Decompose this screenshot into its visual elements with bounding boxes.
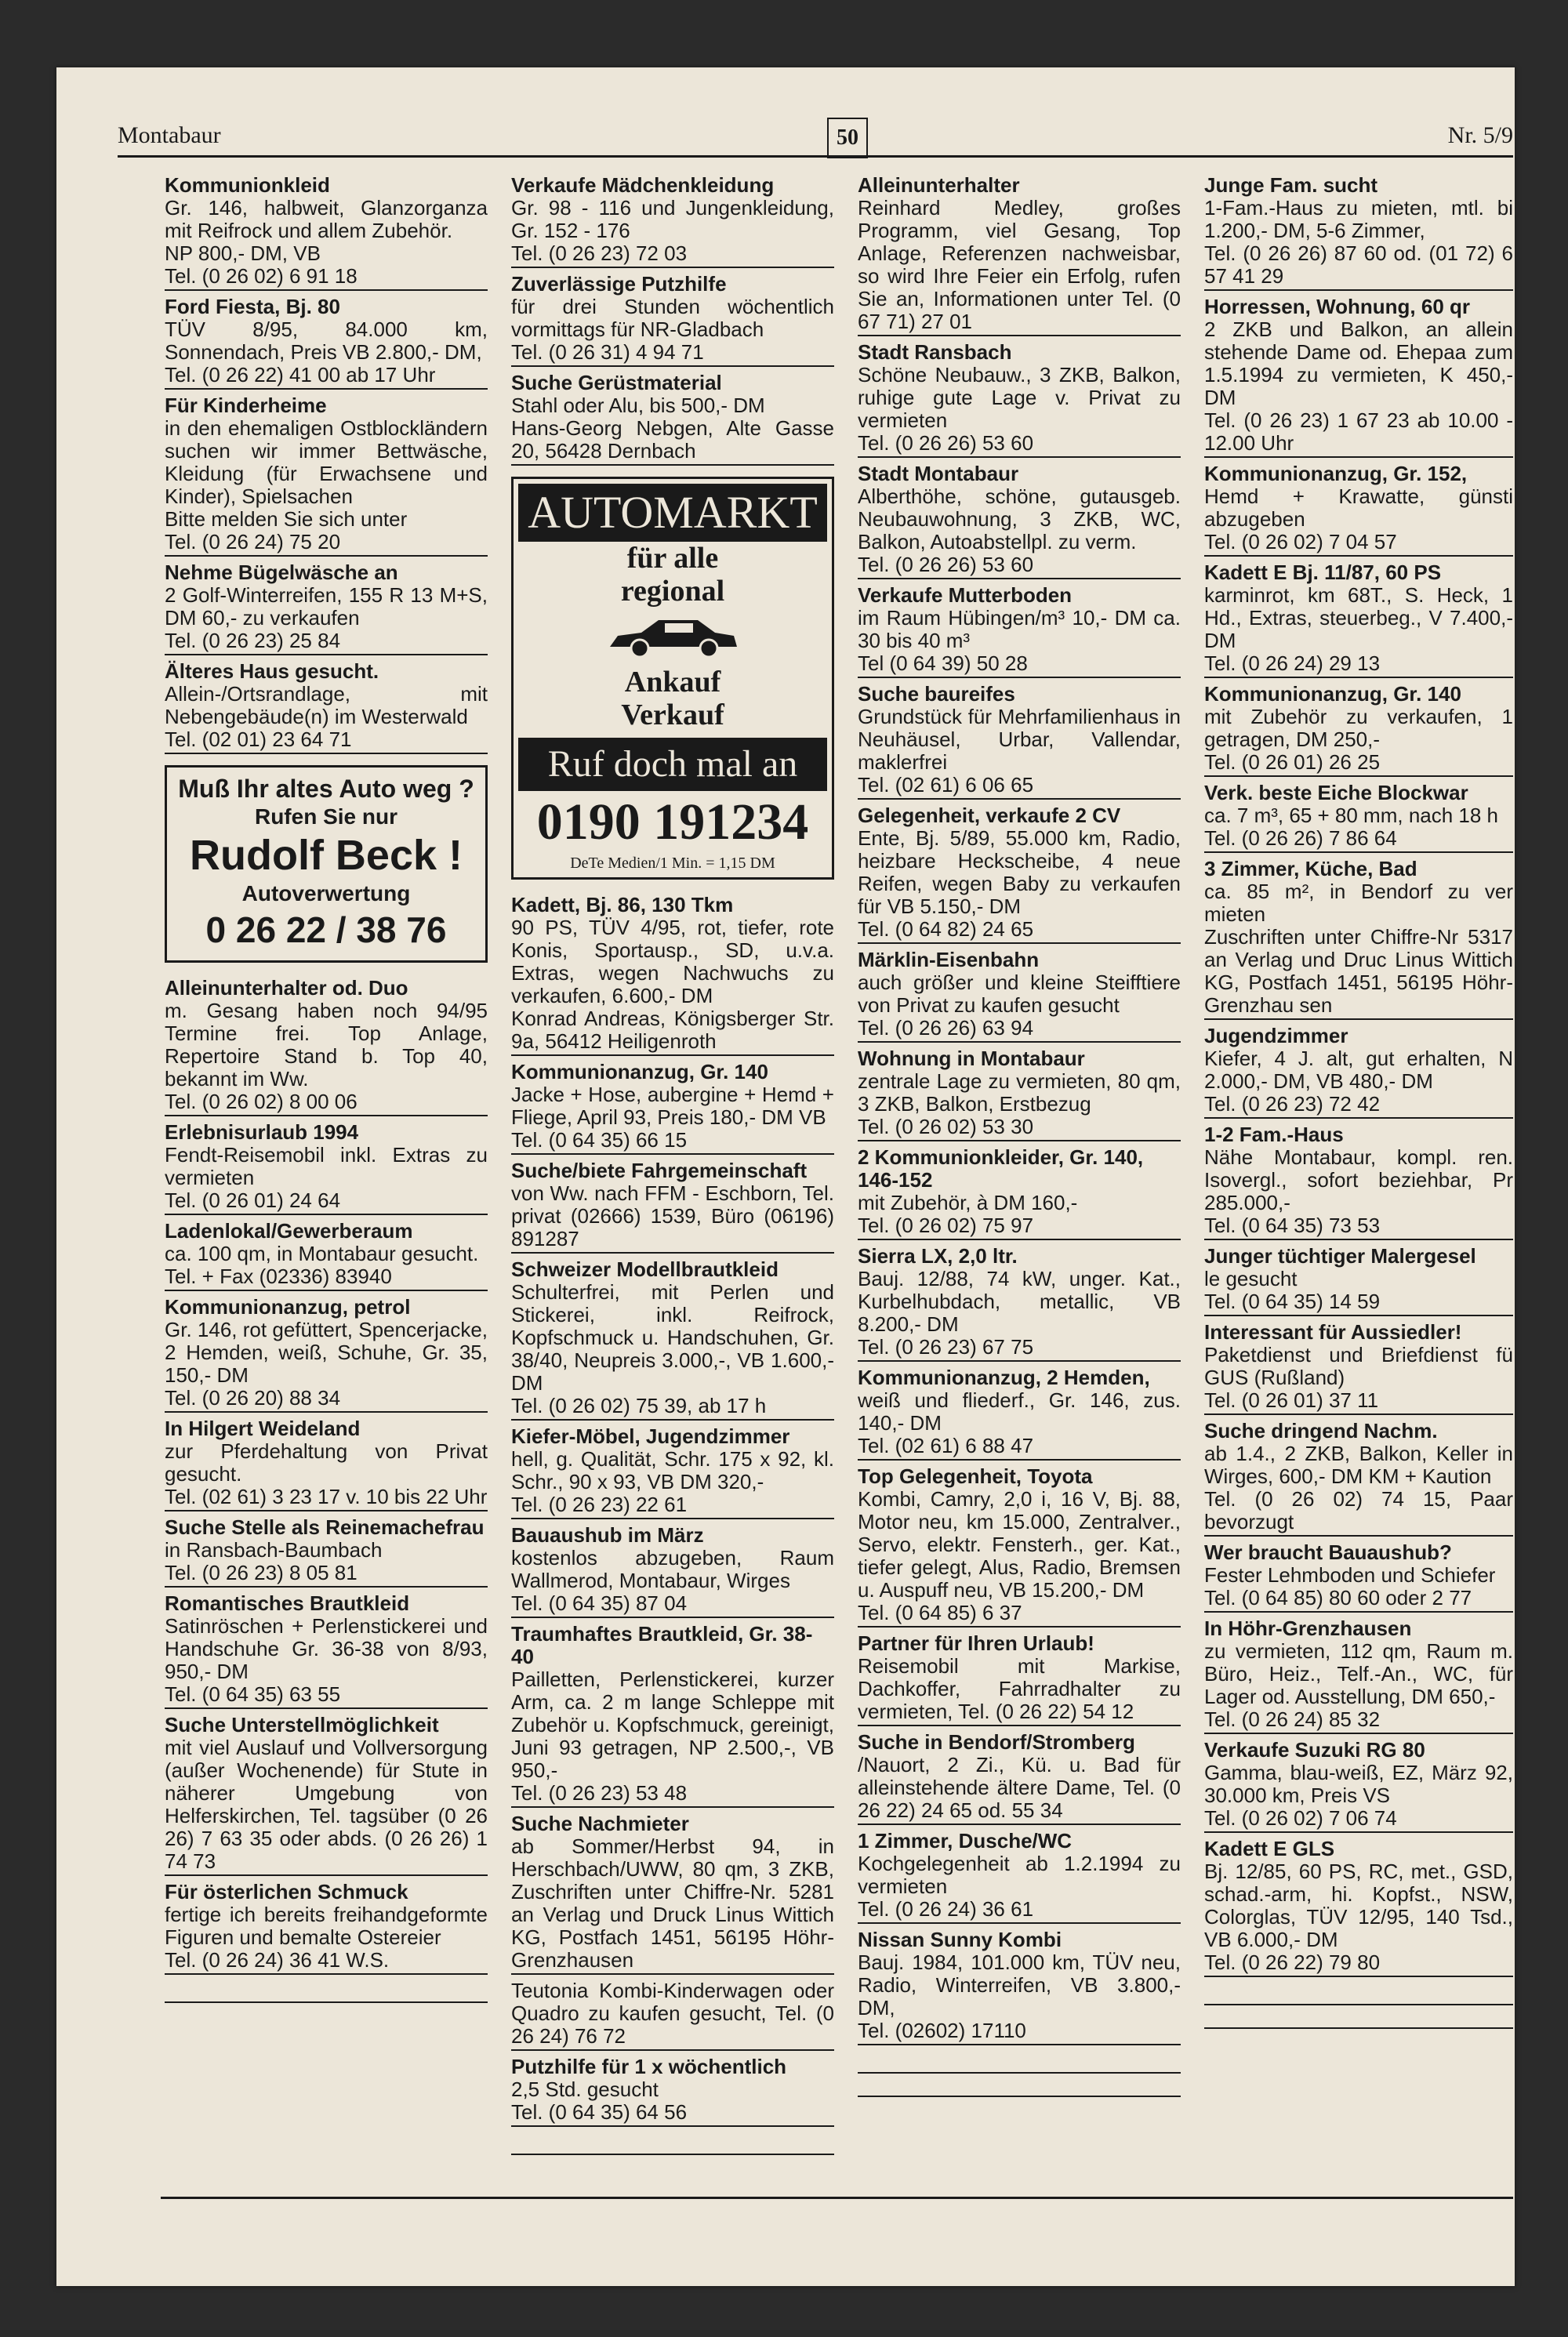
beck-name: Rudolf Beck ! — [189, 832, 463, 879]
ad-title: Ford Fiesta, Bj. 80 — [165, 295, 340, 318]
ad-body: Gamma, blau-weiß, EZ, März 92, 30.000 km, Preis VS Tel. (0 26 02) 7 06 74 — [1204, 1761, 1513, 1830]
ad-body: m. Gesang haben noch 94/95 Termine frei. Top Anlage, Repertoire Stand b. Top 40, bekannt im Ww. Tel. (0 26 02) 8 00 06 — [165, 999, 488, 1113]
ad-title: Romantisches Brautkleid — [165, 1591, 410, 1615]
column-3 — [858, 174, 1181, 2097]
classified-ad — [858, 463, 1181, 579]
ad-title: Märklin-Eisenbahn — [858, 948, 1040, 971]
ad-title: Bauaushub im März — [511, 1523, 704, 1547]
classified-ad — [1204, 1617, 1513, 1734]
empty-rule — [858, 2074, 1181, 2097]
beck-line3: Autoverwertung — [241, 881, 411, 905]
ad-body: fertige ich bereits freihandgeformte Figuren und bemalte Ostereier Tel. (0 26 24) 36 41 W.S. — [165, 1903, 488, 1972]
classified-ad — [858, 1830, 1181, 1924]
issue-number: Nr. 5/9 — [1447, 122, 1513, 148]
ad-title: Stadt Ransbach — [858, 340, 1012, 364]
classified-ad — [165, 1296, 488, 1413]
classified-ad — [1204, 174, 1513, 291]
ad-body: Gr. 146, rot gefüttert, Spencerjacke, 2 Hemden, weiß, Schuhe, Gr. 35, 150,- DM Tel. (0 26 20) 88 34 — [165, 1318, 488, 1410]
ad-body: 2 ZKB und Balkon, an allein stehende Dame od. Ehepaa zum 1.5.1994 zu vermieten, K 450,- DM Tel. (0 26 23) 1 67 23 ab 10.00 - 12.00 Uhr — [1204, 318, 1513, 455]
classified-ad — [1204, 561, 1513, 678]
classified-ad — [511, 1061, 834, 1155]
ad-body: mit Zubehör zu verkaufen, 1 getragen, DM 250,- Tel. (0 26 01) 26 25 — [1204, 705, 1513, 774]
ad-title: 1-2 Fam.-Haus — [1204, 1123, 1344, 1146]
ad-body: Schulterfrei, mit Perlen und Stickerei, inkl. Reifrock, Kopfschmuck u. Handschuhen, Gr. 38/40, Neupreis 3.000,-, VB 1.600,- DM Tel. (0 26 02) 75 39, ab 17 h — [511, 1280, 834, 1417]
ad-body: 2,5 Std. gesucht Tel. (0 64 35) 64 56 — [511, 2078, 688, 2124]
ad-body: kostenlos abzugeben, Raum Wallmerod, Montabaur, Wirges Tel. (0 64 35) 87 04 — [511, 1546, 834, 1615]
ad-title: In Hilgert Weideland — [165, 1417, 361, 1440]
ad-body: zur Pferdehaltung von Privat gesucht. Tel. (02 61) 3 23 17 v. 10 bis 22 Uhr — [165, 1439, 488, 1508]
ad-title: Schweizer Modellbrautkleid — [511, 1257, 779, 1281]
ad-title: Suche Stelle als Reinemachefrau — [165, 1515, 485, 1539]
classified-ad — [1204, 782, 1513, 853]
ad-list — [165, 174, 488, 754]
ad-body: zentrale Lage zu vermieten, 80 qm, 3 ZKB, Balkon, Erstbezug Tel. (0 26 02) 53 30 — [858, 1069, 1181, 1138]
classified-ad — [165, 1220, 488, 1291]
automarkt-sub2: regional — [620, 575, 725, 608]
ad-title: Zuverlässige Putzhilfe — [511, 272, 727, 296]
classified-ad — [1204, 1123, 1513, 1240]
ad-body: Bauj. 1984, 101.000 km, TÜV neu, Radio, Winterreifen, VB 3.800,- DM, Tel. (02602) 17110 — [858, 1951, 1181, 2042]
classified-ad — [511, 273, 834, 367]
classified-ad — [858, 1731, 1181, 1825]
automarkt-ad — [511, 477, 834, 880]
ad-list — [1204, 174, 1513, 1977]
ad-body: in Ransbach-Baumbach Tel. (0 26 23) 8 05 81 — [165, 1538, 383, 1584]
classified-ad — [511, 372, 834, 466]
column-4 — [1204, 174, 1513, 2029]
ad-body: auch größer und kleine Steifftiere von Privat zu kaufen gesucht Tel. (0 26 26) 63 94 — [858, 971, 1181, 1040]
automarkt-call: Ruf doch mal an — [518, 738, 827, 791]
ad-body: Hemd + Krawatte, günsti abzugeben Tel. (0 26 02) 7 04 57 — [1204, 484, 1513, 553]
classified-ad — [511, 1813, 834, 1975]
ad-title: Kommunionanzug, petrol — [165, 1295, 411, 1319]
ad-title: Kadett E GLS — [1204, 1837, 1335, 1860]
ad-title: Stadt Montabaur — [858, 462, 1019, 485]
ad-title: Junger tüchtiger Malergesel — [1204, 1244, 1476, 1268]
ad-title: Suche dringend Nachm. — [1204, 1419, 1438, 1442]
ad-title: Suche Gerüstmaterial — [511, 371, 722, 394]
classified-ad — [1204, 683, 1513, 777]
classified-ad — [858, 683, 1181, 800]
ad-body: Ente, Bj. 5/89, 55.000 km, Radio, heizbare Heckscheibe, 4 neue Reifen, wegen Baby zu verkaufen für VB 5.150,- DM Tel. (0 64 82) 24 65 — [858, 826, 1181, 941]
ad-title: 3 Zimmer, Küche, Bad — [1204, 857, 1417, 880]
classified-ad — [858, 804, 1181, 944]
ad-title: Suche Nachmieter — [511, 1812, 689, 1835]
ad-body: 90 PS, TÜV 4/95, rot, tiefer, rote Konis, Sportausp., SD, u.v.a. Extras, wegen Nachwuchs zu verkaufen, 6.600,- DM Konrad Andreas, Königsberger Str. 9a, 56412 Heiligenroth — [511, 916, 834, 1053]
ad-list — [511, 174, 834, 466]
ad-body: Fester Lehmboden und Schiefer Tel. (0 64 85) 80 60 oder 2 77 — [1204, 1563, 1496, 1609]
ad-body: Schöne Neubauw., 3 ZKB, Balkon, ruhige gute Lage v. Privat zu vermieten Tel. (0 26 26) 53 60 — [858, 363, 1181, 455]
classified-ad — [511, 894, 834, 1056]
classified-ad — [858, 1047, 1181, 1141]
beck-phone: 0 26 22 / 38 76 — [205, 909, 447, 950]
ad-body: ca. 100 qm, in Montabaur gesucht. Tel. + Fax (02336) 83940 — [165, 1242, 479, 1288]
ad-title: Suche Unterstellmöglichkeit — [165, 1713, 439, 1736]
ad-title: Wohnung in Montabaur — [858, 1047, 1085, 1070]
ad-title: Alleinunterhalter od. Duo — [165, 976, 408, 1000]
classified-ad — [1204, 296, 1513, 458]
classified-ad — [1204, 1245, 1513, 1316]
ad-body: Kochgelegenheit ab 1.2.1994 zu vermieten Tel. (0 26 24) 36 61 — [858, 1852, 1181, 1921]
ad-body: Kombi, Camry, 2,0 i, 16 V, Bj. 88, Motor neu, km 15.000, Zentralver., Servo, elektr. Fensterh., ger. Kat., tiefer gelegt, Alus, Radio, Bremsen u. Auspuff neu, VB 15.200,- DM Tel. (0 64 85) 6 37 — [858, 1487, 1181, 1624]
ad-title: Wer braucht Bauaushub? — [1204, 1540, 1452, 1564]
ad-body: Fendt-Reisemobil inkl. Extras zu vermieten Tel. (0 26 01) 24 64 — [165, 1143, 488, 1212]
ad-title: Gelegenheit, verkaufe 2 CV — [858, 804, 1121, 827]
empty-rule — [165, 1980, 488, 2003]
ad-body: Gr. 146, halbweit, Glanzorganza mit Reifrock und allem Zubehör. NP 800,- DM, VB Tel. (0 26 02) 6 91 18 — [165, 196, 488, 288]
ad-body: 2 Golf-Winterreifen, 155 R 13 M+S, DM 60,- zu verkaufen Tel. (0 26 23) 25 84 — [165, 583, 488, 652]
ad-body: weiß und fliederf., Gr. 146, zus. 140,- DM Tel. (02 61) 6 88 47 — [858, 1388, 1181, 1457]
ad-title: Erlebnisurlaub 1994 — [165, 1120, 359, 1144]
ad-title: Top Gelegenheit, Toyota — [858, 1464, 1093, 1488]
classified-ad — [1204, 1420, 1513, 1537]
ad-title: Suche/biete Fahrgemeinschaft — [511, 1159, 808, 1182]
ad-body: Bj. 12/85, 60 PS, RC, met., GSD, schad.-arm, hi. Kopfst., NSW, Colorglas, TÜV 12/95, 140 Tsd., VB 6.000,- DM Tel. (0 26 22) 79 80 — [1204, 1860, 1513, 1974]
ad-list — [165, 977, 488, 1975]
column-2 — [511, 174, 834, 2155]
classified-ad — [511, 2056, 834, 2127]
classified-ad — [1204, 1739, 1513, 1833]
empty-rule — [1204, 1982, 1513, 2005]
ad-title: Nissan Sunny Kombi — [858, 1928, 1062, 1951]
ad-body: Paketdienst und Briefdienst fü GUS (Rußland) Tel. (0 26 01) 37 11 — [1204, 1343, 1513, 1412]
ad-body: Satinröschen + Perlenstickerei und Handschuhe Gr. 36-38 von 8/93, 950,- DM Tel. (0 64 35) 63 55 — [165, 1614, 488, 1706]
ad-title: Junge Fam. sucht — [1204, 174, 1378, 197]
ad-body: in den ehemaligen Ostblockländern suchen wir immer Bettwäsche, Kleidung (für Erwachsene und Kinder), Spielsachen Bitte melden Sie sich unter Tel. (0 26 24) 75 20 — [165, 416, 488, 553]
header-rule — [118, 155, 1513, 158]
ad-body: Pailletten, Perlenstickerei, kurzer Arm, ca. 2 m lange Schleppe mit Zubehör u. Kopfschmuck, gereinigt, Juni 93 getragen, NP 2.500,-, VB 950,- Tel. (0 26 23) 53 48 — [511, 1667, 834, 1805]
classified-ad — [858, 584, 1181, 678]
ad-body: Jacke + Hose, aubergine + Hemd + Fliege, April 93, Preis 180,- DM VB Tel. (0 64 35) 66 15 — [511, 1083, 834, 1152]
ad-title: Sierra LX, 2,0 ltr. — [858, 1244, 1018, 1268]
automarkt-fine-print: DeTe Medien/1 Min. = 1,15 DM — [570, 855, 775, 872]
ad-title: Kadett E Bj. 11/87, 60 PS — [1204, 561, 1442, 584]
classified-ad — [165, 1881, 488, 1975]
ad-title: Kiefer-Möbel, Jugendzimmer — [511, 1424, 790, 1448]
beck-line1: Muß Ihr altes Auto weg ? — [178, 775, 474, 803]
classified-ad — [1204, 1321, 1513, 1415]
beck-line2: Rufen Sie nur — [254, 804, 397, 829]
classified-ad — [165, 174, 488, 291]
ad-body: Kiefer, 4 J. alt, gut erhalten, N 2.000,- DM, VB 480,- DM Tel. (0 26 23) 72 42 — [1204, 1047, 1513, 1116]
automarkt-banner: AUTOMARKT — [518, 484, 827, 542]
ad-body: ca. 7 m³, 65 + 80 mm, nach 18 h Tel. (0 26 26) 7 86 64 — [1204, 804, 1499, 850]
car-icon — [602, 612, 743, 661]
ad-title: 2 Kommunionkleider, Gr. 140, 146-152 — [858, 1145, 1144, 1192]
ad-body: ab Sommer/Herbst 94, in Herschbach/UWW, 80 qm, 3 ZKB, Zuschriften unter Chiffre-Nr. 5281 an Verlag und Druck Linus Wittich KG, Postfach 1451, 56195 Höhr-Grenzhausen — [511, 1834, 834, 1972]
ad-body: le gesucht Tel. (0 64 35) 14 59 — [1204, 1267, 1381, 1313]
ad-title: In Höhr-Grenzhausen — [1204, 1617, 1412, 1640]
ad-title: Älteres Haus gesucht. — [165, 659, 379, 683]
ad-title: Partner für Ihren Urlaub! — [858, 1631, 1094, 1655]
empty-rule — [858, 2050, 1181, 2074]
ad-body: karminrot, km 68T., S. Heck, 1 Hd., Extras, steuerbeg., V 7.400,- DM Tel. (0 26 24) 29 13 — [1204, 583, 1513, 675]
page-number: 50 — [827, 118, 868, 158]
ad-title: Kadett, Bj. 86, 130 Tkm — [511, 893, 734, 916]
ad-body: für drei Stunden wöchentlich vormittags für NR-Gladbach Tel. (0 26 31) 4 94 71 — [511, 295, 834, 364]
ad-title: Alleinunterhalter — [858, 174, 1020, 197]
ad-title: Nehme Bügelwäsche an — [165, 561, 398, 584]
empty-rule — [1204, 2005, 1513, 2029]
classified-ad — [858, 949, 1181, 1043]
ad-title: Verkaufe Suzuki RG 80 — [1204, 1738, 1425, 1762]
classified-ad — [858, 1465, 1181, 1628]
classified-ad — [858, 341, 1181, 458]
ad-body: Grundstück für Mehrfamilienhaus in Neuhäusel, Urbar, Vallendar, maklerfrei Tel. (02 61) 6 06 65 — [858, 705, 1181, 797]
ad-body: hell, g. Qualität, Schr. 175 x 92, kl. Schr., 90 x 93, VB DM 320,- Tel. (0 26 23) 22 61 — [511, 1447, 834, 1516]
classified-ad — [858, 1929, 1181, 2045]
ad-title: Kommunionanzug, Gr. 140 — [1204, 682, 1461, 706]
ad-body: Reisemobil mit Markise, Dachkoffer, Fahrradhalter zu vermieten, Tel. (0 26 22) 54 12 — [858, 1654, 1181, 1723]
classified-ad — [858, 1146, 1181, 1240]
classified-ad — [165, 1516, 488, 1588]
classified-ad — [511, 1258, 834, 1421]
classified-ad — [511, 1159, 834, 1254]
ad-title: Putzhilfe für 1 x wöchentlich — [511, 2055, 787, 2078]
ad-body: TÜV 8/95, 84.000 km, Sonnendach, Preis VB 2.800,- DM, Tel. (0 26 22) 41 00 ab 17 Uhr — [165, 318, 488, 386]
ad-body: 1-Fam.-Haus zu mieten, mtl. bi 1.200,- DM, 5-6 Zimmer, Tel. (0 26 26) 87 60 od. (01 72) 6 57 41 29 — [1204, 196, 1513, 288]
ad-title: Verk. beste Eiche Blockwar — [1204, 781, 1468, 804]
automarkt-sub3: Ankauf — [624, 666, 721, 699]
classified-ad — [165, 561, 488, 655]
classified-ad — [511, 1623, 834, 1808]
classified-ad — [165, 660, 488, 754]
ad-body: mit Zubehör, à DM 160,- Tel. (0 26 02) 75 97 — [858, 1191, 1078, 1237]
ad-body: Teutonia Kombi-Kinderwagen oder Quadro zu kaufen gesucht, Tel. (0 26 24) 76 72 — [511, 1979, 834, 2048]
classified-ad — [1204, 858, 1513, 1020]
classified-ad — [165, 977, 488, 1116]
classified-ad — [511, 1524, 834, 1618]
automarkt-sub1: für alle — [626, 542, 719, 575]
classified-ad — [165, 394, 488, 557]
ad-title: Ladenlokal/Gewerberaum — [165, 1219, 413, 1243]
classified-ad — [511, 1980, 834, 2051]
ad-body: Allein-/Ortsrandlage, mit Nebengebäude(n) im Westerwald Tel. (02 01) 23 64 71 — [165, 682, 488, 751]
ad-body: Nähe Montabaur, kompl. ren. Isovergl., sofort beziehbar, Pr 285.000,- Tel. (0 64 35) 73 53 — [1204, 1145, 1513, 1237]
ad-title: Kommunionanzug, Gr. 140 — [511, 1060, 768, 1083]
column-1 — [165, 174, 488, 2003]
ad-title: Suche baureifes — [858, 682, 1015, 706]
ad-title: Für österlichen Schmuck — [165, 1880, 408, 1903]
classified-ad — [165, 1417, 488, 1511]
ad-title: Jugendzimmer — [1204, 1024, 1348, 1047]
ad-list — [511, 894, 834, 2127]
ad-title: Verkaufe Mutterboden — [858, 583, 1073, 607]
classified-ad — [511, 174, 834, 268]
footer-rule — [161, 2197, 1513, 2199]
ad-title: Kommunionanzug, 2 Hemden, — [858, 1366, 1150, 1389]
page-header — [118, 118, 1513, 161]
classified-ad — [858, 1366, 1181, 1461]
automarkt-sub4: Verkauf — [621, 699, 724, 731]
classified-ad — [1204, 1025, 1513, 1119]
classified-ad — [511, 1425, 834, 1519]
ad-body: im Raum Hübingen/m³ 10,- DM ca. 30 bis 40 m³ Tel (0 64 39) 50 28 — [858, 606, 1181, 675]
ad-title: Interessant für Aussiedler! — [1204, 1320, 1462, 1344]
classified-ad — [858, 1245, 1181, 1362]
header-town: Montabaur — [118, 122, 221, 148]
ad-title: Verkaufe Mädchenkleidung — [511, 174, 775, 197]
classified-ad — [165, 1592, 488, 1709]
ad-title: Suche in Bendorf/Stromberg — [858, 1730, 1135, 1754]
ad-body: zu vermieten, 112 qm, Raum m. Büro, Heiz., Telf.-An., WC, für Lager od. Ausstellung, DM 650,- Tel. (0 26 24) 85 32 — [1204, 1639, 1513, 1731]
ad-body: ca. 85 m², in Bendorf zu ver mieten Zuschriften unter Chiffre-Nr 5317 an Verlag und Druc Linus Wittich KG, Postfach 1451, 56195 Höhr-Grenzhau sen — [1204, 880, 1513, 1017]
ad-body: /Nauort, 2 Zi., Kü. u. Bad für alleinstehende ältere Dame, Tel. (0 26 22) 24 65 od. 55 34 — [858, 1753, 1181, 1822]
ad-body: von Ww. nach FFM - Eschborn, Tel. privat (02666) 1539, Büro (06196) 891287 — [511, 1181, 834, 1250]
ad-body: Alberthöhe, schöne, gutausgeb. Neubauwohnung, 3 ZKB, WC, Balkon, Autoabstellpl. zu verm. Tel. (0 26 26) 53 60 — [858, 484, 1181, 576]
ad-title: Horressen, Wohnung, 60 qr — [1204, 295, 1471, 318]
ad-body: ab 1.4., 2 ZKB, Balkon, Keller in Wirges, 600,- DM KM + Kaution Tel. (0 26 02) 74 15, Paar bevorzugt — [1204, 1442, 1513, 1533]
ad-title: Kommunionanzug, Gr. 152, — [1204, 462, 1468, 485]
classified-ad — [165, 1714, 488, 1876]
ad-title: 1 Zimmer, Dusche/WC — [858, 1829, 1073, 1853]
automarkt-phone: 0190 191234 — [536, 793, 809, 851]
rudolf-beck-ad — [165, 765, 488, 963]
ad-title: Für Kinderheime — [165, 394, 327, 417]
classified-ad — [165, 296, 488, 390]
classified-ad — [1204, 463, 1513, 557]
ad-title: Traumhaftes Brautkleid, Gr. 38-40 — [511, 1622, 813, 1668]
ad-body: mit viel Auslauf und Vollversorgung (außer Wochenende) für Stute in näherer Umgebung von Helferskirchen, Tel. tagsüber (0 26 26) 7 63 35 oder abds. (0 26 26) 1 74 73 — [165, 1736, 488, 1873]
classified-ad — [858, 174, 1181, 336]
classified-ad — [858, 1632, 1181, 1726]
classified-ad — [1204, 1541, 1513, 1613]
ad-body: Stahl oder Alu, bis 500,- DM Hans-Georg Nebgen, Alte Gasse 20, 56428 Dernbach — [511, 394, 834, 463]
ad-body: Gr. 98 - 116 und Jungenkleidung, Gr. 152 - 176 Tel. (0 26 23) 72 03 — [511, 196, 834, 265]
ad-body: Bauj. 12/88, 74 kW, unger. Kat., Kurbelhubdach, metallic, VB 8.200,- DM Tel. (0 26 23) 67 75 — [858, 1267, 1181, 1359]
ad-body: Reinhard Medley, großes Programm, viel Gesang, Top Anlage, Referenzen nachweisbar, so wird Ihre Feier ein Erfolg, rufen Sie an, Informationen unter Tel. (0 67 71) 27 01 — [858, 196, 1181, 333]
empty-rule — [511, 2132, 834, 2155]
ad-list — [858, 174, 1181, 2045]
classified-ad — [165, 1121, 488, 1215]
ad-title: Kommunionkleid — [165, 174, 330, 197]
classified-ad — [1204, 1838, 1513, 1977]
